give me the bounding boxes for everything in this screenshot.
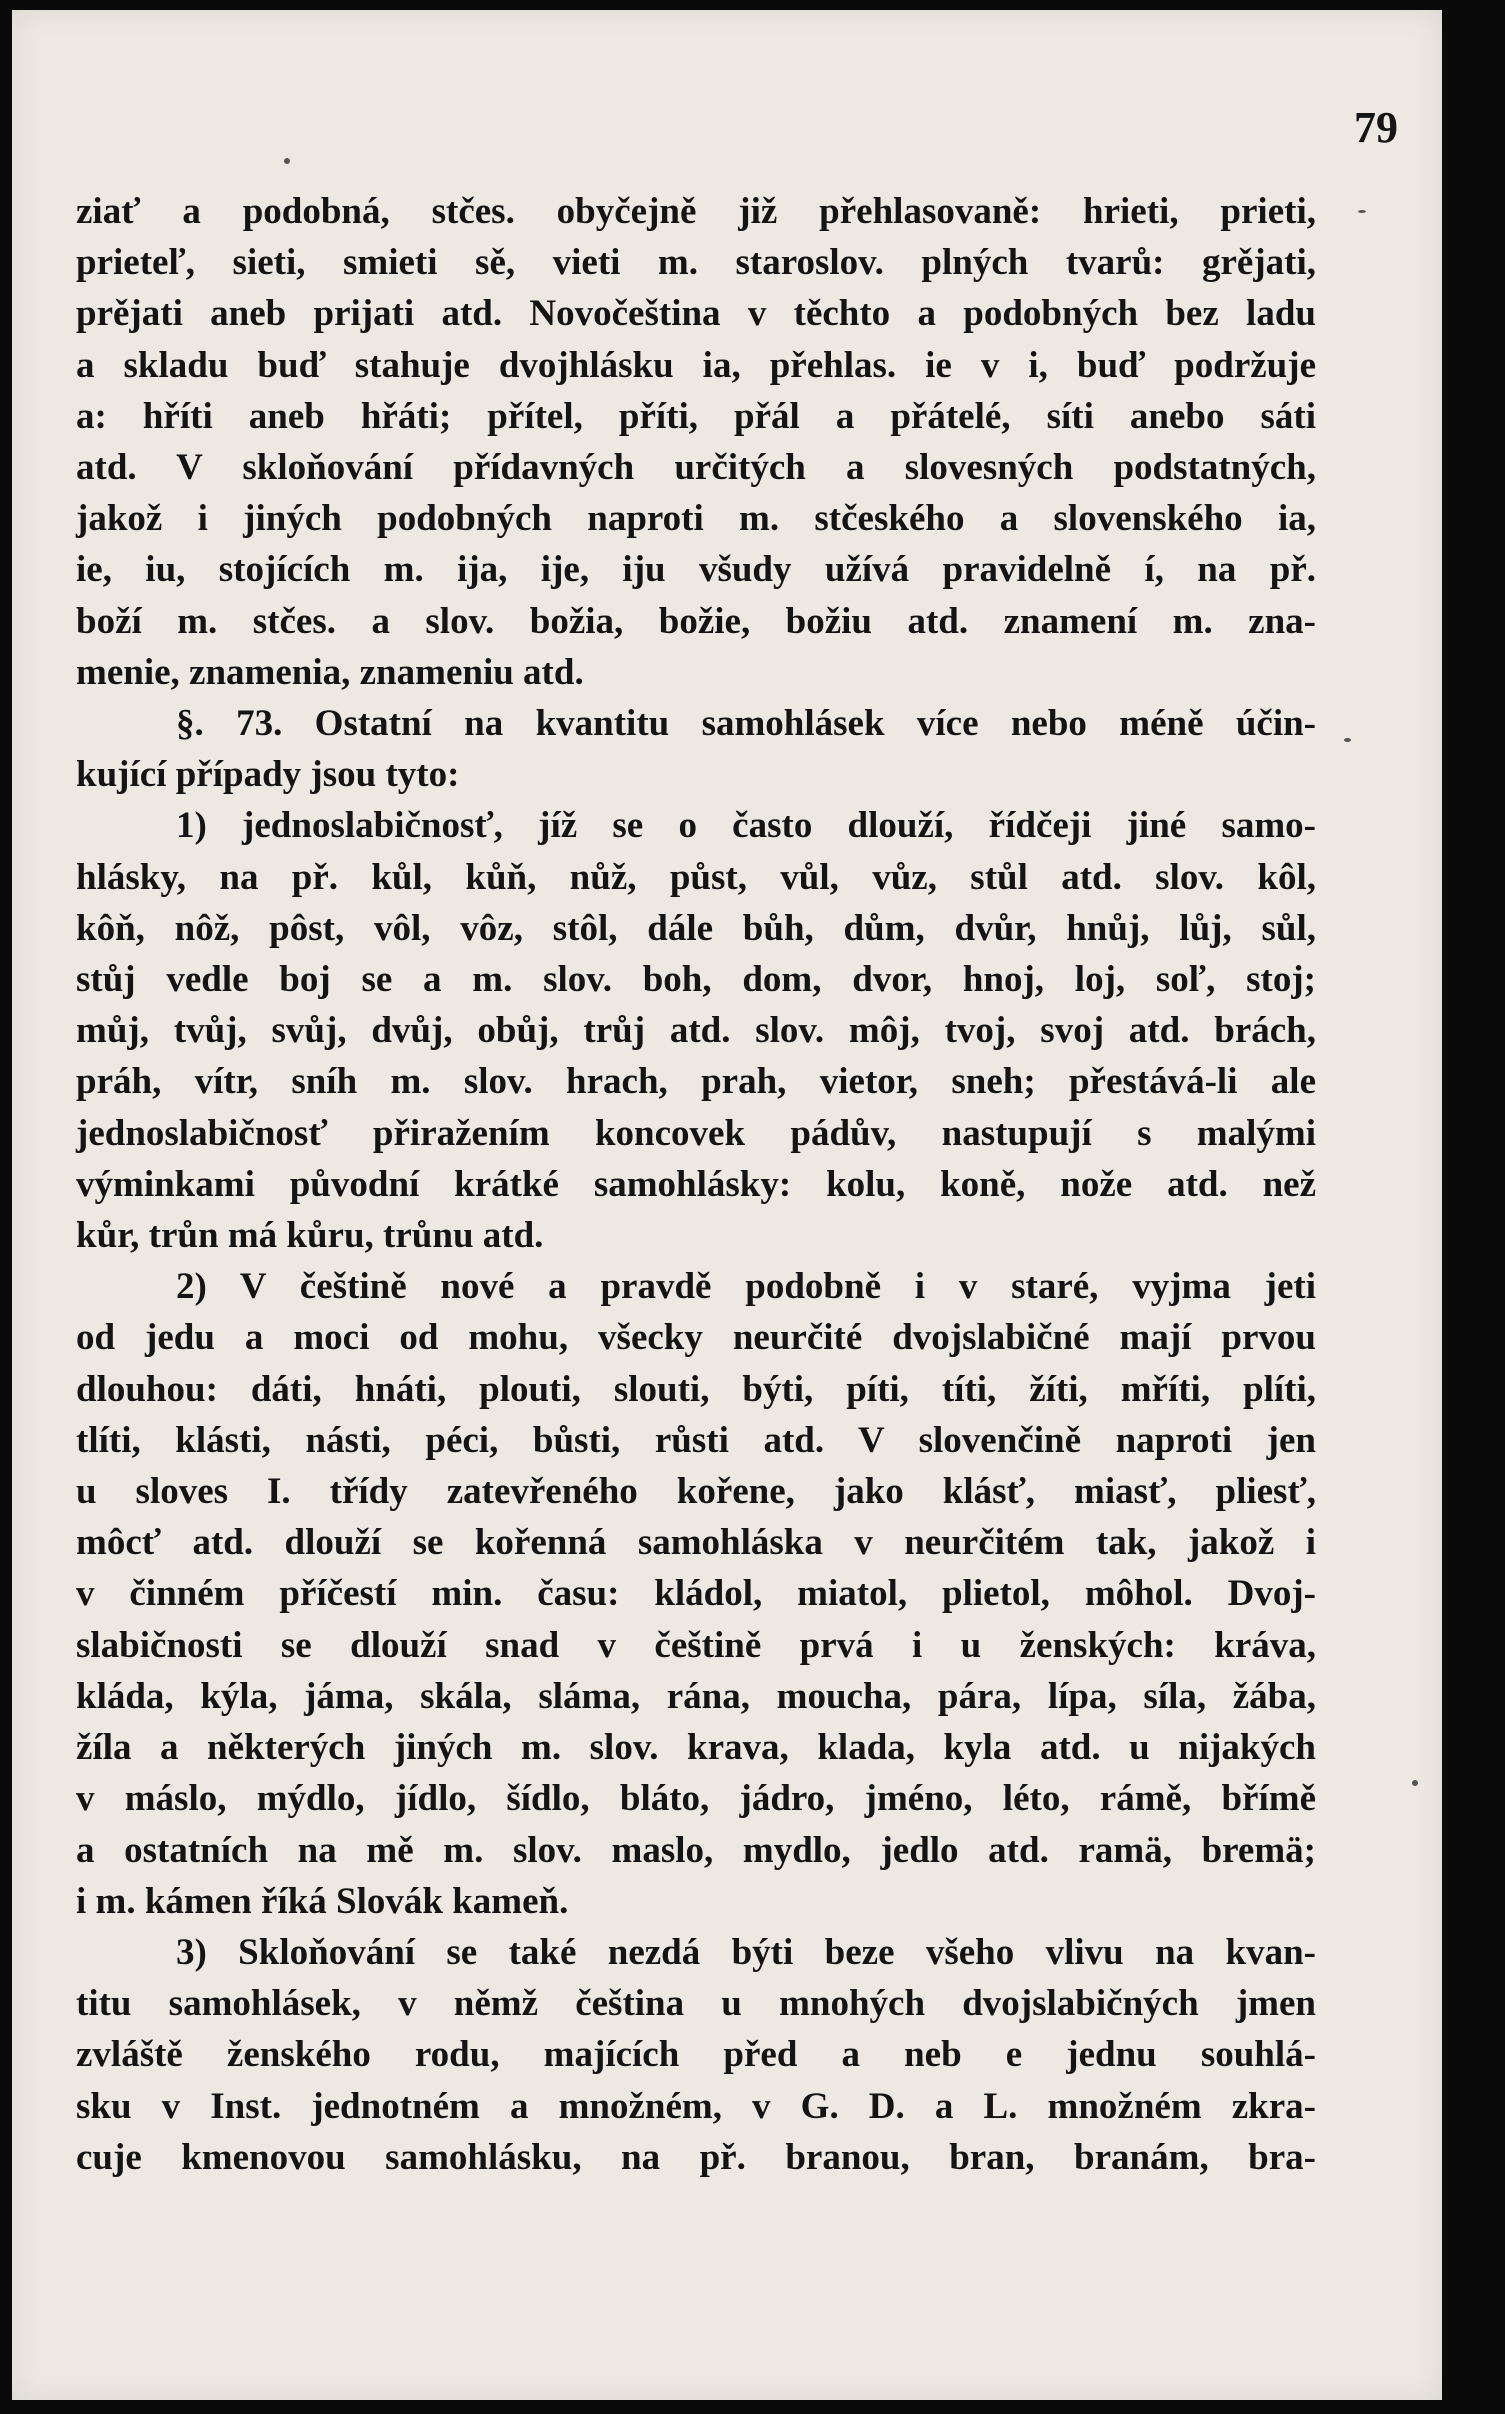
text-line: u sloves I. třídy zatevřeného kořene, jako klásť, miasť, pliesť, [76, 1471, 1316, 1513]
book-page [12, 10, 1442, 2400]
text-line: atd. V skloňování přídavných určitých a slovesných podstatných, [76, 447, 1316, 489]
text-line: kláda, kýla, jáma, skála, sláma, rána, moucha, pára, lípa, síla, žába, [76, 1675, 1316, 1717]
text-line: žíla a některých jiných m. slov. krava, klada, kyla atd. u nijakých [76, 1727, 1316, 1769]
body-text [76, 186, 1316, 2183]
text-line: práh, vítr, sníh m. slov. hrach, prah, vietor, sneh; přestává-li ale [76, 1061, 1316, 1103]
text-line: ie, iu, stojících m. ija, ije, iju všudy užívá pravidelně í, na př. [76, 549, 1316, 591]
text-line: stůj vedle boj se a m. slov. boh, dom, dvor, hnoj, loj, soľ, stoj; [76, 959, 1316, 1001]
text-line: zvláště ženského rodu, majících před a neb e jednu souhlá- [76, 2034, 1316, 2076]
text-line: jednoslabičnosť přiražením koncovek pádův, nastupují s malými [76, 1112, 1316, 1154]
text-line: prějati aneb prijati atd. Novočeština v těchto a podobných bez ladu [76, 293, 1316, 335]
text-line: dlouhou: dáti, hnáti, plouti, slouti, býti, píti, títi, žíti, mříti, plíti, [76, 1368, 1316, 1410]
text-line: 2) V češtině nové a pravdě podobně i v staré, vyjma jeti [176, 1266, 1316, 1308]
page-number: 79 [1354, 103, 1398, 152]
text-line: 3) Skloňování se také nezdá býti beze všeho vlivu na kvan- [176, 1931, 1316, 1973]
text-line: v máslo, mýdlo, jídlo, šídlo, bláto, jádro, jméno, léto, rámě, břímě [76, 1778, 1316, 1820]
text-line: ziať a podobná, stčes. obyčejně již přehlasovaně: hrieti, prieti, [76, 191, 1316, 232]
text-line: môcť atd. dlouží se kořenná samohláska v neurčitém tak, jakož i [76, 1522, 1316, 1564]
text-line: kôň, nôž, pôst, vôl, vôz, stôl, dále bůh, dům, dvůr, hnůj, lůj, sůl, [76, 907, 1316, 949]
text-line: sku v Inst. jednotném a množném, v G. D. a L. množném zkra- [76, 2085, 1316, 2127]
text-line: a ostatních na mě m. slov. maslo, mydlo, jedlo atd. ramä, bremä; [76, 1829, 1316, 1871]
text-line: jakož i jiných podobných naproti m. stčeského a slovenského ia, [76, 498, 1316, 540]
text-line: boží m. stčes. a slov. božia, božie, božiu atd. znamení m. zna- [76, 600, 1316, 642]
text-line: v činném příčestí min. času: kládol, miatol, plietol, môhol. Dvoj- [76, 1573, 1316, 1615]
text-line: kující případy jsou tyto: [76, 754, 460, 796]
text-line: §. 73. Ostatní na kvantitu samohlásek více nebo méně účin- [176, 703, 1316, 745]
text-line: i m. kámen říká Slovák kameň. [76, 1880, 569, 1922]
text-line: 1) jednoslabičnosť, jíž se o často dlouží, řídčeji jiné samo- [176, 805, 1316, 847]
text-line: prieteľ, sieti, smieti sě, vieti m. staroslov. plných tvarů: grějati, [76, 242, 1316, 284]
text-line: a skladu buď stahuje dvojhlásku ia, přehlas. ie v i, buď podržuje [76, 344, 1316, 386]
text-line: výminkami původní krátké samohlásky: kolu, koně, nože atd. než [76, 1163, 1316, 1205]
text-line: slabičnosti se dlouží snad v češtině prvá i u ženských: kráva, [76, 1624, 1316, 1666]
text-line: můj, tvůj, svůj, dvůj, obůj, trůj atd. slov. môj, tvoj, svoj atd. brách, [76, 1010, 1316, 1052]
text-line: menie, znamenia, znameniu atd. [76, 651, 584, 693]
text-line: tlíti, klásti, násti, péci, bůsti, růsti atd. V slovenčině naproti jen [76, 1419, 1316, 1461]
text-line: a: hříti aneb hřáti; přítel, příti, přál a přátelé, síti anebo sáti [76, 395, 1316, 437]
text-line: od jedu a moci od mohu, všecky neurčité dvojslabičné mají prvou [76, 1317, 1316, 1359]
text-line: cuje kmenovou samohlásku, na př. branou, bran, branám, bra- [76, 2136, 1316, 2178]
text-line: hlásky, na př. kůl, kůň, nůž, půst, vůl, vůz, stůl atd. slov. kôl, [76, 856, 1316, 898]
text-line: kůr, trůn má kůru, trůnu atd. [76, 1215, 544, 1257]
text-line: titu samohlásek, v němž čeština u mnohých dvojslabičných jmen [76, 1983, 1316, 2025]
